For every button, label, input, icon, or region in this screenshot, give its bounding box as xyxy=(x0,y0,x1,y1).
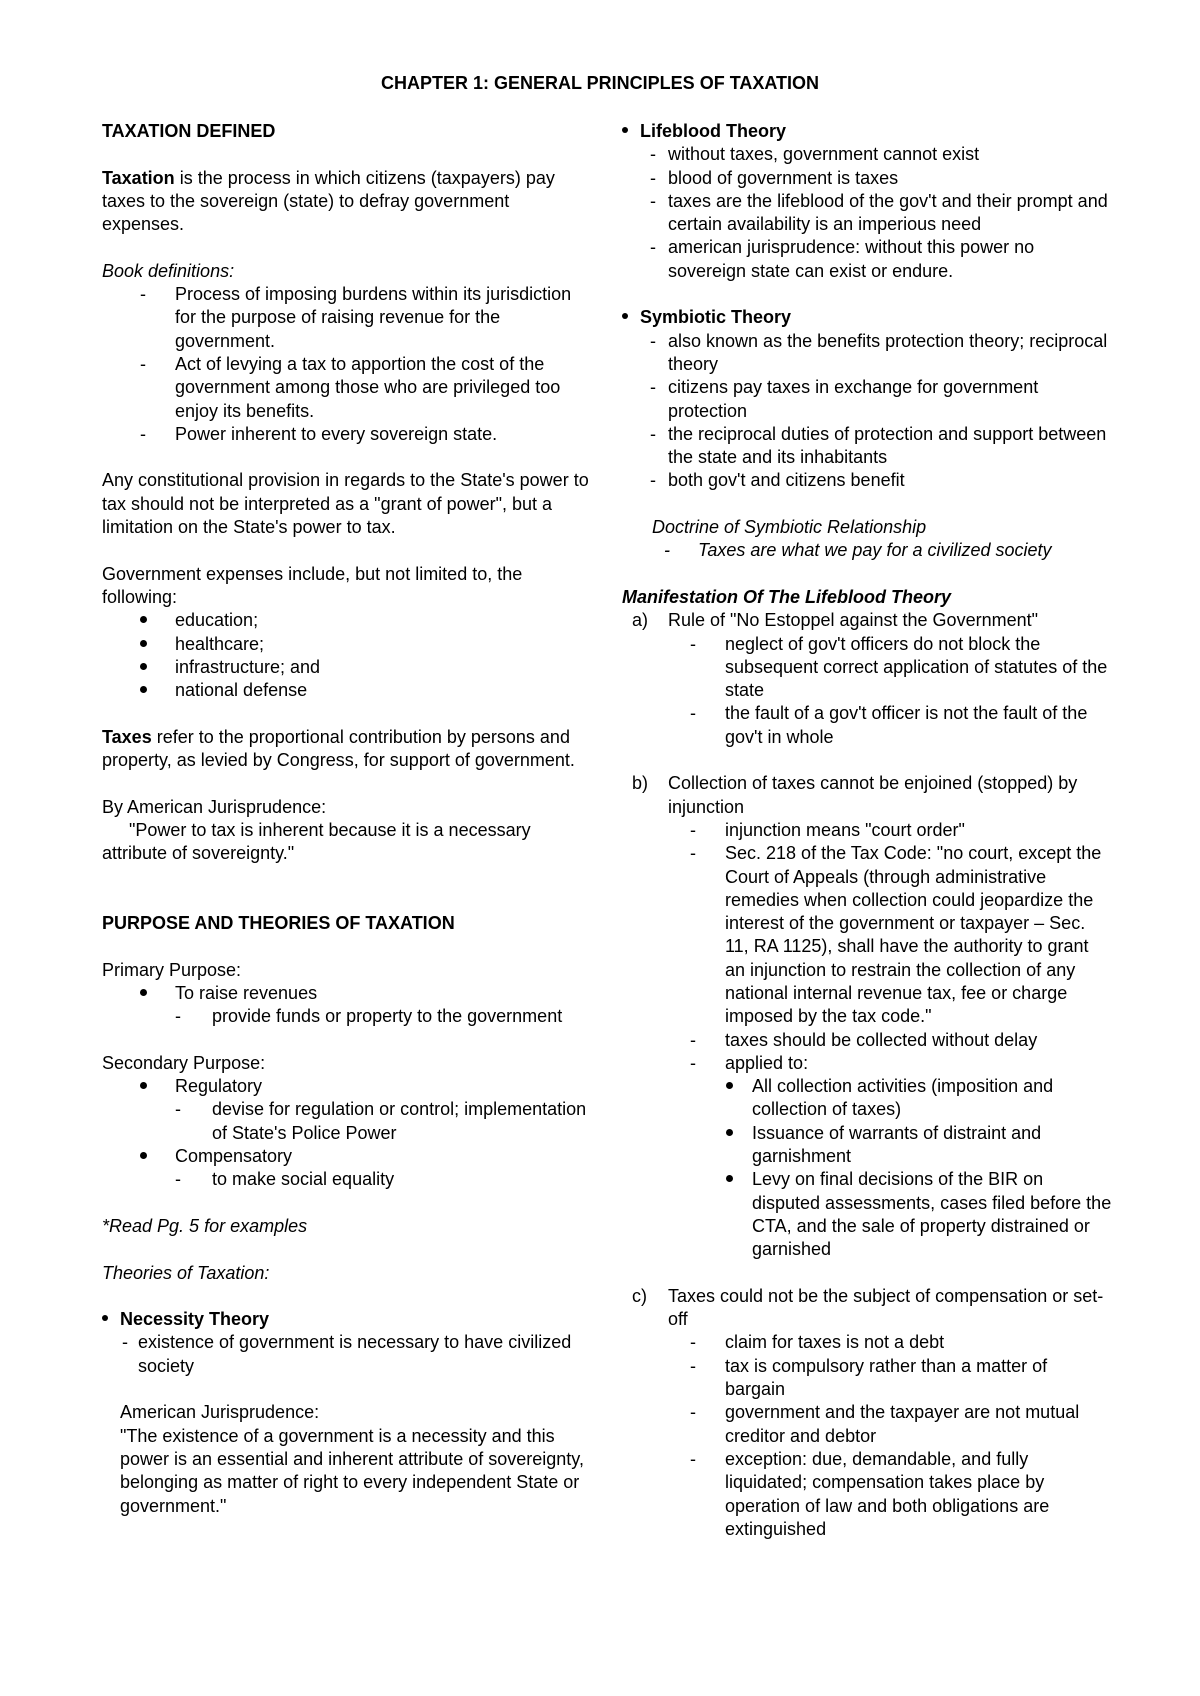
letter-marker: b) xyxy=(632,773,649,794)
list-item xyxy=(622,1168,1112,1261)
regulatory-sub: devise for regulation or control; implementation of State's Police Power xyxy=(212,1099,587,1143)
dash-marker: - xyxy=(650,237,656,258)
primary-purpose-sub: provide funds or property to the government xyxy=(212,1006,563,1027)
lifeblood-item: american jurisprudence: without this power no sovereign state can exist or endure. xyxy=(668,237,1035,281)
right-column xyxy=(622,120,1112,1541)
bullet-icon xyxy=(140,989,147,996)
manifestation-heading: Manifestation Of The Lifeblood Theory xyxy=(622,586,952,607)
dash-marker: - xyxy=(690,1448,696,1469)
dash-marker: - xyxy=(690,1052,696,1073)
dash-marker: - xyxy=(650,190,656,211)
bullet-icon xyxy=(140,663,147,670)
dash-marker: - xyxy=(690,1355,696,1376)
dash-marker: - xyxy=(690,1029,696,1050)
rule-a-item: neglect of gov't officers do not block the subsequent correct application of statutes of the state xyxy=(725,633,1108,701)
left-column xyxy=(102,120,590,1518)
symbiotic-theory-title: Symbiotic Theory xyxy=(640,307,792,328)
bullet-icon xyxy=(140,616,147,623)
list-item xyxy=(622,423,1112,470)
list-item xyxy=(622,702,1112,749)
list-item xyxy=(102,1168,590,1191)
list-item xyxy=(102,633,590,656)
rule-c-item: tax is compulsory rather than a matter of bargain xyxy=(725,1355,1048,1400)
list-item xyxy=(622,1331,1112,1354)
dash-marker: - xyxy=(690,1402,696,1423)
bullet-icon xyxy=(140,640,147,647)
list-item xyxy=(622,819,1112,842)
list-item xyxy=(102,1005,590,1028)
rule-c-item: exception: due, demandable, and fully liquidated; compensation takes place by operation of law and both obligations are extinguished xyxy=(725,1448,1050,1539)
list-item xyxy=(102,283,590,353)
doctrine-item: Taxes are what we pay for a civilized society xyxy=(698,540,1052,561)
theory-heading xyxy=(102,1308,590,1331)
list-item xyxy=(102,353,590,423)
list-item xyxy=(622,330,1112,377)
dash-marker: - xyxy=(690,819,696,840)
dash-marker: - xyxy=(650,167,656,188)
dash-marker: - xyxy=(140,353,146,374)
theory-heading xyxy=(622,306,1112,329)
bullet-icon xyxy=(140,686,147,693)
rule-b-item: taxes should be collected without delay xyxy=(725,1029,1038,1050)
primary-purpose-label: Primary Purpose: xyxy=(102,959,242,980)
lifeblood-theory-title: Lifeblood Theory xyxy=(640,121,786,141)
bullet-icon xyxy=(726,1129,733,1136)
letter-marker: c) xyxy=(632,1285,647,1306)
dash-marker: - xyxy=(122,1332,128,1353)
list-item xyxy=(622,469,1112,492)
list-item xyxy=(102,656,590,679)
dash-marker: - xyxy=(690,633,696,654)
list-item xyxy=(622,1122,1112,1169)
necessity-theory-title: Necessity Theory xyxy=(120,1309,270,1330)
lifeblood-item: blood of government is taxes xyxy=(668,167,899,188)
rule-b-item: applied to: xyxy=(725,1052,809,1073)
taxation-definition-text: is the process in which citizens (taxpayers) pay taxes to the sovereign (state) to defray government expenses. xyxy=(102,167,555,235)
bullet-icon xyxy=(726,1175,733,1182)
list-item xyxy=(622,143,1112,166)
necessity-item: existence of government is necessary to have civilized society xyxy=(138,1332,572,1376)
applied-item: All collection activities (imposition and collection of taxes) xyxy=(752,1076,1054,1120)
symbiotic-item: both gov't and citizens benefit xyxy=(668,470,905,491)
book-definition-1: Process of imposing burdens within its jurisdiction for the purpose of raising revenue for the government. xyxy=(175,284,572,351)
american-quote-line-2: attribute of sovereignty." xyxy=(102,843,295,864)
lifeblood-item: without taxes, government cannot exist xyxy=(668,144,980,165)
dash-marker: - xyxy=(664,540,670,561)
bullet-icon xyxy=(102,1315,108,1321)
symbiotic-item: the reciprocal duties of protection and support between the state and its inhabitants xyxy=(668,423,1107,468)
american-quote-line-1: "Power to tax is inherent because it is a necessary xyxy=(129,819,531,840)
list-item xyxy=(102,423,590,446)
dash-marker: - xyxy=(140,423,146,444)
bullet-icon xyxy=(140,1152,147,1159)
taxation-term: Taxation xyxy=(102,167,175,188)
bullet-icon xyxy=(622,313,628,319)
dash-marker: - xyxy=(175,1169,181,1190)
necessity-aj-label: American Jurisprudence: xyxy=(120,1402,320,1423)
dash-marker: - xyxy=(690,703,696,724)
rule-b-text: Collection of taxes cannot be enjoined (stopped) by injunction xyxy=(668,773,1078,817)
american-jurisprudence-label: By American Jurisprudence: xyxy=(102,796,327,817)
dash-marker: - xyxy=(175,1006,181,1027)
taxes-definition-text: refer to the proportional contribution by persons and property, as levied by Congress, for support of government. xyxy=(102,726,575,771)
rule-b-item: Sec. 218 of the Tax Code: "no court, except the Court of Appeals (through administrative remedies when collection could jeopardize the interest of the government or taxpayer – Sec. 11, RA 1125), shall have the authority to grant an injunction to restrain the collection of any national internal revenue tax, fee or charge imposed by the tax code." xyxy=(725,843,1102,1027)
taxes-term: Taxes xyxy=(102,726,152,747)
rule-c-item: government and the taxpayer are not mutual creditor and debtor xyxy=(725,1402,1080,1446)
dash-marker: - xyxy=(175,1099,181,1120)
section-heading-taxation-defined: TAXATION DEFINED xyxy=(102,121,276,141)
list-item xyxy=(622,167,1112,190)
section-heading-purpose-theories: PURPOSE AND THEORIES OF TAXATION xyxy=(102,913,455,934)
regulatory-item: Regulatory xyxy=(175,1076,263,1097)
book-definitions-label: Book definitions: xyxy=(102,260,235,281)
primary-purpose-item: To raise revenues xyxy=(175,982,318,1003)
taxes-definition xyxy=(102,726,590,773)
read-note: *Read Pg. 5 for examples xyxy=(102,1215,308,1236)
dash-marker: - xyxy=(140,284,146,305)
compensatory-sub: to make social equality xyxy=(212,1169,395,1190)
list-item xyxy=(102,1145,590,1168)
dash-marker: - xyxy=(650,330,656,351)
expense-item: healthcare; xyxy=(175,633,265,654)
taxation-definition xyxy=(102,167,590,237)
secondary-purpose-label: Secondary Purpose: xyxy=(102,1052,266,1073)
rule-a-text: Rule of "No Estoppel against the Government" xyxy=(668,610,1038,631)
doctrine-label: Doctrine of Symbiotic Relationship xyxy=(652,517,927,538)
lifeblood-item: taxes are the lifeblood of the gov't and their prompt and certain availability is an imperious need xyxy=(668,190,1108,235)
list-item xyxy=(102,609,590,632)
list-item xyxy=(622,1448,1112,1541)
list-item xyxy=(622,842,1112,1028)
rule-c-item: claim for taxes is not a debt xyxy=(725,1332,945,1353)
list-item xyxy=(622,1052,1112,1075)
symbiotic-item: also known as the benefits protection theory; reciprocal theory xyxy=(668,330,1108,374)
theories-label: Theories of Taxation: xyxy=(102,1262,270,1283)
necessity-aj-quote: "The existence of a government is a necessity and this power is an essential and inherent attribute of sovereignty, belonging as matter of right to every independent State or government." xyxy=(120,1425,584,1516)
list-item xyxy=(622,1355,1112,1402)
list-item xyxy=(622,772,1112,819)
book-definition-3: Power inherent to every sovereign state. xyxy=(175,423,498,444)
applied-item: Levy on final decisions of the BIR on disputed assessments, cases filed before the CTA, and the sale of property distrained or garnished xyxy=(752,1169,1112,1260)
chapter-title: CHAPTER 1: GENERAL PRINCIPLES OF TAXATION xyxy=(380,73,820,93)
dash-marker: - xyxy=(690,843,696,864)
list-item xyxy=(102,679,590,702)
expense-item: education; xyxy=(175,610,259,631)
list-item xyxy=(622,376,1112,423)
rule-a-item: the fault of a gov't officer is not the fault of the gov't in whole xyxy=(725,703,1088,747)
constitutional-paragraph: Any constitutional provision in regards to the State's power to tax should not be interpreted as a "grant of power", but a limitation on the State's power to tax. xyxy=(102,470,589,538)
symbiotic-item: citizens pay taxes in exchange for government protection xyxy=(668,377,1039,421)
list-item xyxy=(102,1331,590,1378)
applied-item: Issuance of warrants of distraint and garnishment xyxy=(752,1122,1042,1167)
list-item xyxy=(622,236,1112,283)
dash-marker: - xyxy=(650,377,656,398)
theory-heading xyxy=(622,120,1112,143)
government-expenses-intro: Government expenses include, but not limited to, the following: xyxy=(102,563,523,607)
list-item xyxy=(102,1098,590,1145)
rule-c-text: Taxes could not be the subject of compensation or set-off xyxy=(668,1285,1104,1330)
list-item xyxy=(622,1285,1112,1332)
list-item xyxy=(622,190,1112,237)
expense-item: infrastructure; and xyxy=(175,656,321,677)
compensatory-item: Compensatory xyxy=(175,1146,293,1167)
list-item xyxy=(622,1029,1112,1052)
dash-marker: - xyxy=(650,144,656,165)
list-item xyxy=(622,609,1112,632)
bullet-icon xyxy=(622,127,628,133)
list-item xyxy=(622,539,1112,562)
expense-item: national defense xyxy=(175,680,308,701)
rule-b-item: injunction means "court order" xyxy=(725,819,965,840)
bullet-icon xyxy=(140,1082,147,1089)
dash-marker: - xyxy=(690,1332,696,1353)
bullet-icon xyxy=(726,1082,733,1089)
list-item xyxy=(102,982,590,1005)
book-definition-2: Act of levying a tax to apportion the cost of the government among those who are privileged too enjoy its benefits. xyxy=(175,353,561,421)
list-item xyxy=(102,1075,590,1098)
letter-marker: a) xyxy=(632,610,649,631)
dash-marker: - xyxy=(650,470,656,491)
list-item xyxy=(622,633,1112,703)
list-item xyxy=(622,1401,1112,1448)
dash-marker: - xyxy=(650,423,656,444)
list-item xyxy=(622,1075,1112,1122)
